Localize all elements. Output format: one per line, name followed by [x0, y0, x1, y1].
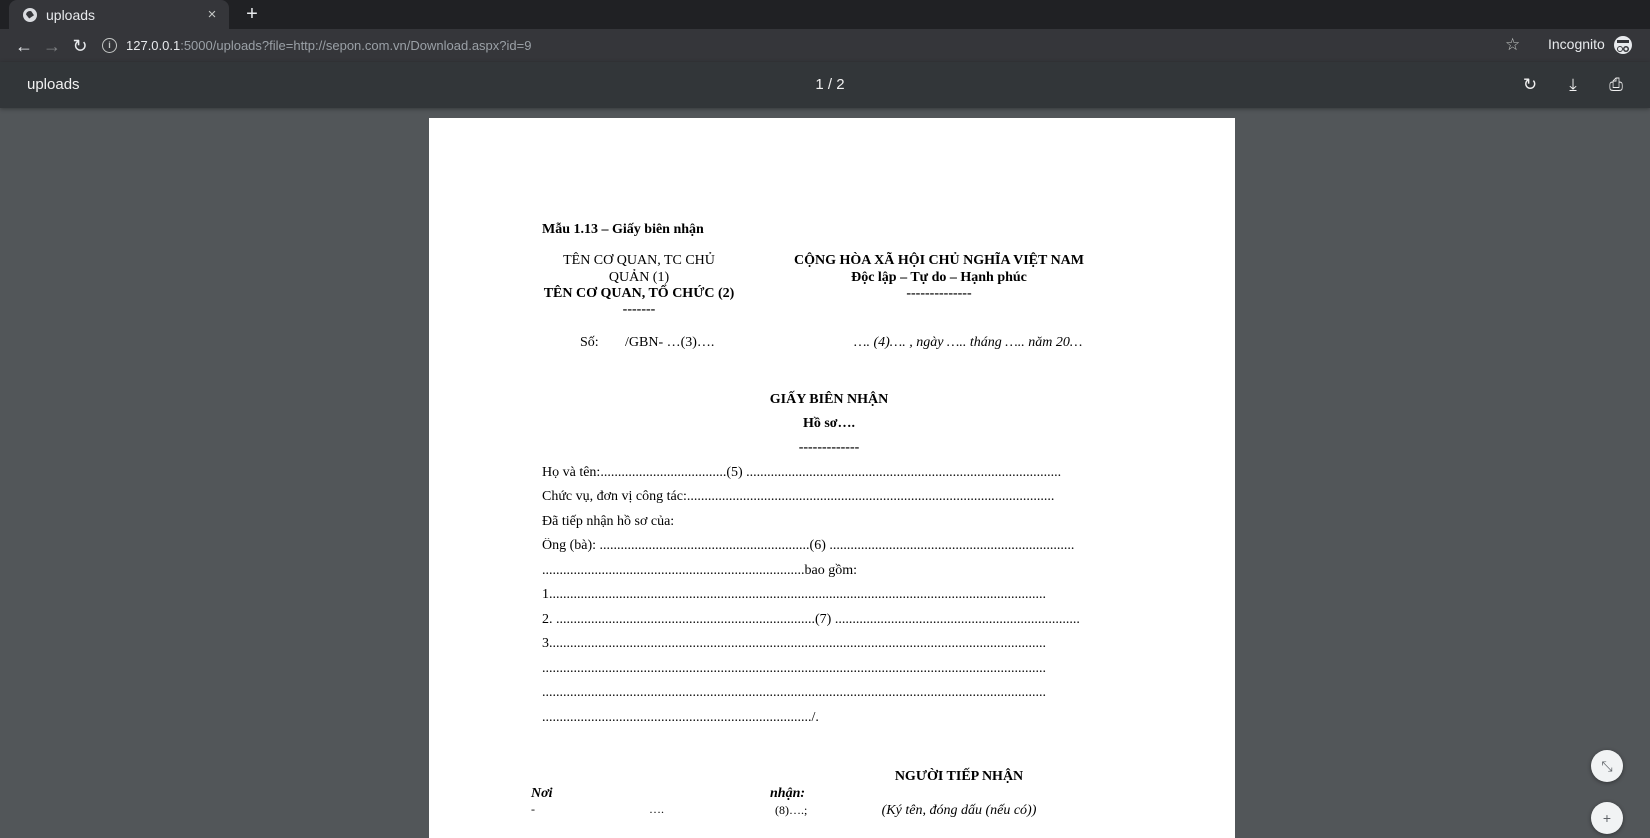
- agency-separator: -------: [622, 302, 656, 317]
- line-mr-mrs: Ông (bà): ............................................................(6) ......................................................................: [542, 538, 1075, 553]
- nation-separator: --------------: [906, 286, 972, 301]
- url-host: 127.0.0.1: [126, 38, 181, 53]
- incognito-icon[interactable]: [1614, 36, 1632, 54]
- back-arrow-icon[interactable]: ←: [15, 35, 33, 56]
- info-icon[interactable]: i: [102, 38, 117, 53]
- line-item-1: 1..............................................................................................................................................: [542, 587, 1046, 602]
- noi-label: Nơi: [531, 786, 553, 801]
- form-code: Mẫu 1.13 – Giấy biên nhận: [542, 222, 704, 237]
- browser-tab[interactable]: [9, 0, 229, 29]
- nhan-label: nhận:: [770, 786, 806, 801]
- tab-title: uploads: [46, 6, 96, 23]
- fit-page-icon[interactable]: ⤡: [1591, 750, 1623, 782]
- new-tab-button[interactable]: +: [246, 3, 258, 25]
- line-received-from: Đã tiếp nhận hồ sơ của:: [542, 514, 675, 529]
- receiver-title: NGƯỜI TIẾP NHẬN: [894, 769, 1024, 784]
- print-icon[interactable]: ⎙: [1609, 75, 1623, 94]
- download-icon[interactable]: ⤓: [1569, 75, 1577, 94]
- receiver-sign-note: (Ký tên, đóng dấu (nếu có)): [881, 803, 1037, 818]
- reload-icon[interactable]: ↻: [72, 35, 88, 56]
- line-position: Chức vụ, đơn vị công tác:.........................................................................................................: [542, 489, 1055, 504]
- tab-close-button[interactable]: ×: [207, 6, 217, 23]
- pdf-page: [429, 118, 1235, 838]
- address-bar[interactable]: [102, 32, 1542, 59]
- number-label: Số:: [580, 335, 599, 350]
- doc-separator: -------------: [798, 440, 860, 455]
- recipient-dots: ….: [649, 802, 664, 816]
- agency-line-1: TÊN CƠ QUAN, TC CHỦ: [563, 253, 715, 268]
- date-line: …. (4)…. , ngày ….. tháng ….. năm 20…: [854, 335, 1083, 350]
- nation-motto: Độc lập – Tự do – Hạnh phúc: [851, 270, 1027, 285]
- line-end: ............................................................................./.: [542, 710, 819, 725]
- nation-title: CỘNG HÒA XÃ HỘI CHỦ NGHĨA VIỆT NAM: [793, 253, 1084, 268]
- doc-title: GIẤY BIÊN NHẬN: [769, 392, 889, 407]
- agency-line-3: TÊN CƠ QUAN, TỔ CHỨC (2): [543, 286, 735, 301]
- bookmark-star-icon[interactable]: ☆: [1505, 35, 1521, 54]
- incognito-label[interactable]: Incognito: [1548, 36, 1605, 52]
- line-item-2: 2. ..........................................................................(7) ......................................................................: [542, 612, 1080, 627]
- recipient-dash: -: [531, 802, 535, 816]
- agency-line-2: QUẢN (1): [608, 270, 670, 285]
- line-full-name: Họ và tên:....................................(5) ..........................................................................................: [542, 465, 1062, 480]
- line-item-3: 3..............................................................................................................................................: [542, 636, 1046, 651]
- page-indicator: 1 / 2: [815, 76, 845, 93]
- line-blank-2: ................................................................................................................................................: [542, 685, 1046, 700]
- browser-toolbar: [0, 29, 1650, 62]
- pdf-toolbar: [0, 62, 1650, 108]
- rotate-icon[interactable]: ↻: [1522, 75, 1538, 94]
- zoom-in-icon[interactable]: +: [1591, 802, 1623, 834]
- forward-arrow-icon[interactable]: →: [43, 35, 61, 56]
- doc-subtitle: Hồ sơ….: [802, 416, 856, 431]
- globe-icon: [23, 8, 37, 22]
- line-blank-1: ................................................................................................................................................: [542, 661, 1046, 676]
- pdf-title: uploads: [27, 76, 80, 93]
- tab-strip: [0, 0, 1650, 29]
- url-path: :5000/uploads?file=http://sepon.com.vn/Download.aspx?id=9: [180, 38, 532, 53]
- line-including: ...........................................................................bao gồm:: [542, 563, 857, 578]
- recipient-ref: (8)….;: [775, 803, 808, 817]
- number-value: /GBN- …(3)….: [625, 335, 715, 350]
